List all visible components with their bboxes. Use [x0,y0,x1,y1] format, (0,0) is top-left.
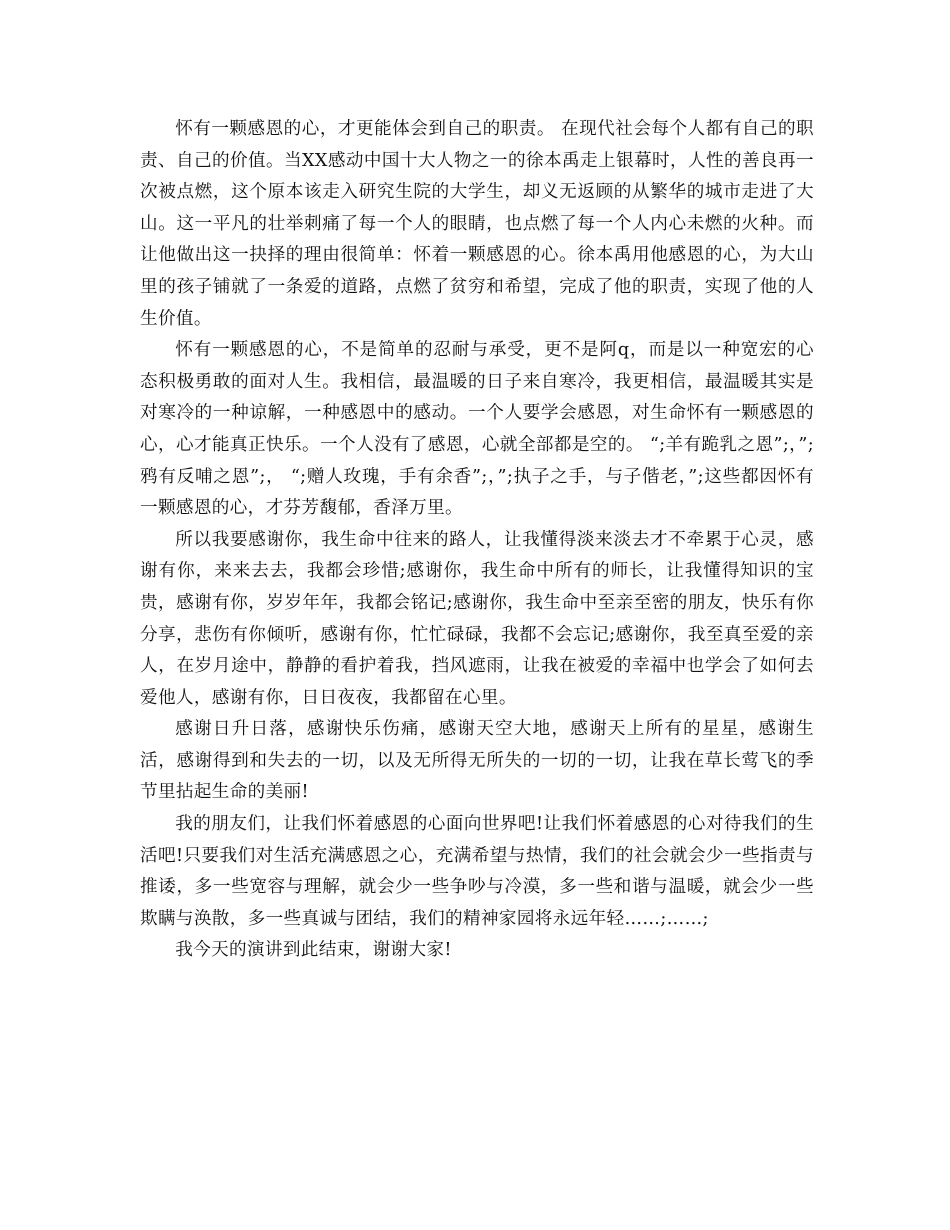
paragraph-3: 所以我要感谢你，我生命中往来的路人，让我懂得淡来淡去才不牵累于心灵，感谢有你，来来去去，我都会珍惜;感谢你，我生命中所有的师长，让我懂得知识的宝贵，感谢有你，岁岁年年，我都会铭记;感谢你，我生命中至亲至密的朋友，快乐有你分享，悲伤有你倾听，感谢有你，忙忙碌碌，我都不会忘记;感谢你，我至真至爱的亲人，在岁月途中，静静的看护着我，挡风遮雨，让我在被爱的幸福中也学会了如何去爱他人，感谢有你，日日夜夜，我都留在心里。 [140,529,814,708]
paragraph-1: 怀有一颗感恩的心，才更能体会到自己的职责。 在现代社会每个人都有自己的职责、自己的价值。当XX感动中国十大人物之一的徐本禹走上银幕时，人性的善良再一次被点燃，这个原本该走入研究生院的大学生，却义无返顾的从繁华的城市走进了大山。这一平凡的壮举刺痛了每一个人的眼睛，也点燃了每一个人内心未燃的火种。而让他做出这一抉择的理由很简单：怀着一颗感恩的心。徐本禹用他感恩的心，为大山里的孩子铺就了一条爱的道路，点燃了贫穷和希望，完成了他的职责，实现了他的人生价值。 [140,119,814,329]
paragraph-2: 怀有一颗感恩的心，不是简单的忍耐与承受，更不是阿q，而是以一种宽宏的心态积极勇敢的面对人生。我相信，最温暖的日子来自寒冷，我更相信，最温暖其实是对寒冷的一种谅解，一种感恩中的感动。一个人要学会感恩，对生命怀有一颗感恩的心，心才能真正快乐。一个人没有了感恩，心就全部都是空的。 “;羊有跪乳之恩”;，”;鸦有反哺之恩”;， “;赠人玫瑰，手有余香”;，”;执子之手，与子偕老，”;这些都因怀有一颗感恩的心，才芬芳馥郁，香泽万里。 [140,340,814,519]
paragraph-5: 我的朋友们，让我们怀着感恩的心面向世界吧!让我们怀着感恩的心对待我们的生活吧!只要我们对生活充满感恩之心，充满希望与热情，我们的社会就会少一些指责与推诿，多一些宽容与理解，就会少一些争吵与冷漠，多一些和谐与温暖，就会少一些欺瞒与涣散，多一些真诚与团结，我们的精神家园将永远年轻……;……; [140,814,814,929]
document-body [140,114,814,967]
paragraph-4: 感谢日升日落，感谢快乐伤痛，感谢天空大地，感谢天上所有的星星，感谢生活，感谢得到和失去的一切，以及无所得无所失的一切的一切，让我在草长莺飞的季节里拈起生命的美丽! [140,719,814,803]
paragraph-6: 我今天的演讲到此结束，谢谢大家! [175,940,452,961]
